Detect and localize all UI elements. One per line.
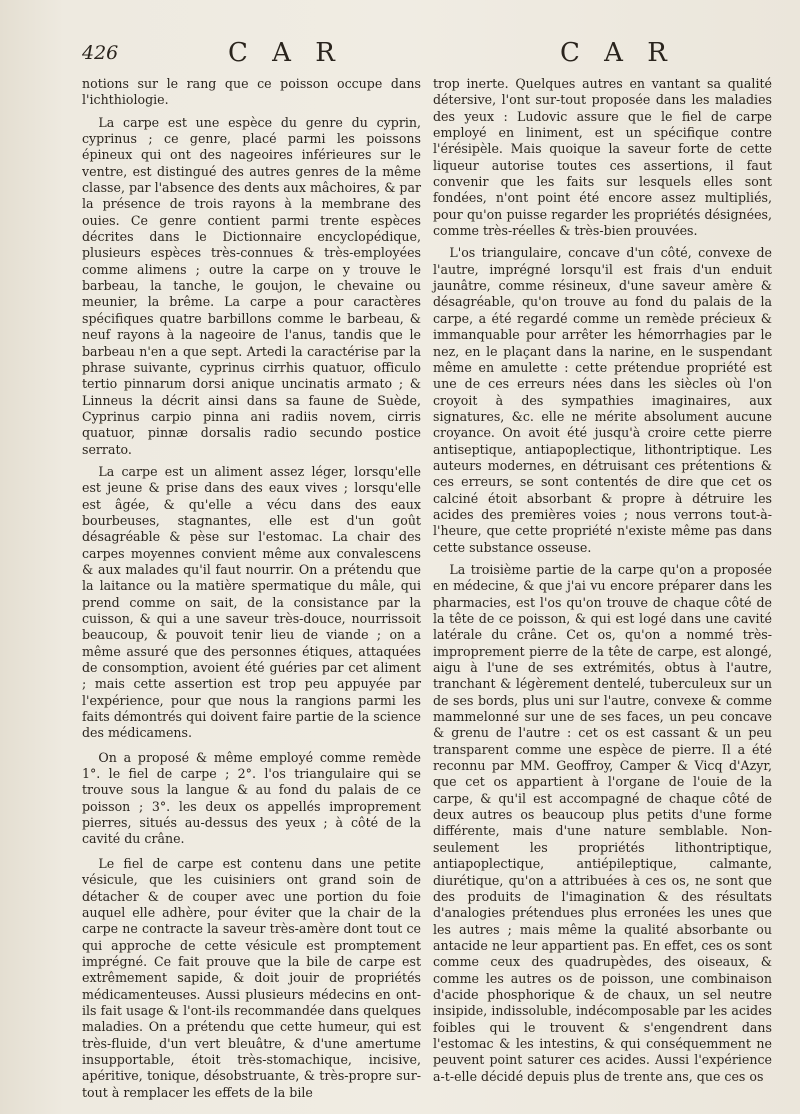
page-header [82,38,772,68]
paragraph: trop inerte. Quelques autres en vantant sa qualité détersive, l'ont sur-tout proposée dans les maladies des yeux : Ludovic assure que le fiel de carpe employé en liniment, est un spécifique contre l'érésipèle. Mais quoique la saveur forte de cette liqueur autorise toutes ces assertions, il faut convenir que les faits sur lesquels elles sont fondées, n'ont point été encore assez multipliés, pour qu'on puisse regarder les propriétés désignées, comme très-réelles & très-bien prouvées. [433,76,772,239]
paragraph: Le fiel de carpe est contenu dans une petite vésicule, que les cuisiniers ont grand soin de détacher & de couper avec une portion du foie auquel elle adhère, pour éviter que la chair de la carpe ne contracte la saveur très-amère dont tout ce qui approche de cette vésicule est promptement imprégné. Ce fait prouve que la bile de carpe est extrêmement sapide, & doit jouir de propriétés médicamenteuses. Aussi plusieurs médecins en ont-ils fait usage & l'ont-ils recommandée dans quelques maladies. On a prétendu que cette humeur, qui est très-fluide, d'un vert bleuâtre, & d'une amertume insupportable, étoit très-stomachique, incisive, apéritive, tonique, désobstruante, & très-propre sur-tout à remplacer les effets de la bile [82,855,421,1100]
right-column [433,76,772,1107]
page-number: 426 [82,42,119,64]
paragraph: L'os triangulaire, concave d'un côté, convexe de l'autre, imprégné lorsqu'il est frais d'un enduit jaunâtre, comme résineux, d'une saveur amère & désagréable, qu'on trouve au fond du palais de la carpe, a été regardé comme un remède précieux & immanquable pour arrêter les hémorrhagies par le nez, en le plaçant dans la narine, en le suspendant même en amulette : cette prétendue propriété est une de ces erreurs nées dans les siècles où l'on croyoit à des sympathies imaginaires, aux signatures, &c. elle ne mérite absolument aucune croyance. On avoit été jusqu'à croire cette pierre antiseptique, antiapoplectique, lithontriptique. Les auteurs modernes, en détruisant ces prétentions & ces erreurs, se sont contentés de dire que cet os calciné étoit absorbant & propre à détruire les acides des premières voies ; nous verrons tout-à-l'heure, que cette propriété n'existe même pas dans cette substance osseuse. [433,245,772,555]
paragraph: La troisième partie de la carpe qu'on a proposée en médecine, & que j'ai vu encore préparer dans les pharmacies, est l'os qu'on trouve de chaque côté de la tête de ce poisson, & qui est logé dans une cavité latérale du crâne. Cet os, qu'on a nommé très-improprement pierre de la tête de carpe, est alongé, aigu à l'une de ses extrémités, obtus à l'autre, tranchant & légèrement dentelé, tuberculeux sur un de ses bords, plus uni sur l'autre, convexe & comme mammelonné sur une de ses faces, un peu concave & grenu de l'autre : cet os est cassant & un peu transparent comme une espèce de pierre. Il a été reconnu par MM. Geoffroy, Camper & Vicq d'Azyr, que cet os appartient à l'organe de l'ouie de la carpe, & qu'il est accompagné de chaque côté de deux autres os beaucoup plus petits d'une forme différente, mais d'une nature semblable. Non-seulement les propriétés lithontriptique, antiapoplectique, antiépileptique, calmante, diurétique, qu'on a attribuées à ces os, ne sont que des produits de l'imagination & des résultats d'analogies prétendues plus erronées les unes que les autres ; mais même la qualité absorbante ou antacide ne leur appartient pas. En effet, ces os sont comme ceux des quadrupèdes, des oiseaux, & comme les autres os de poisson, une combinaison d'acide phosphorique & de chaux, un sel neutre insipide, indissoluble, indécomposable par les acides foibles qui le trouvent & s'engendrent dans l'estomac & les intestins, & qui conséquemment ne peuvent point saturer ces acides. Aussi l'expérience a-t-elle décidé depuis plus de trente ans, que ces os [433,561,772,1084]
paragraph: notions sur le rang que ce poisson occupe dans l'ichthiologie. [82,76,421,108]
running-head-left: C A R [228,38,343,68]
text-columns [82,76,772,1107]
running-head-right: C A R [560,38,675,68]
left-column [82,76,421,1107]
paragraph: La carpe est une espèce du genre du cyprin, cyprinus ; ce genre, placé parmi les poissons épineux qui ont des nageoires inférieures sur le ventre, est distingué des autres genres de la même classe, par l'absence des dents aux mâchoires, & par la présence de trois rayons à la membrane des ouies. Ce genre contient parmi trente espèces décrites dans le Dictionnaire encyclopédique, plusieurs espèces très-connues & très-employées comme alimens ; outre la carpe on y trouve le barbeau, la tanche, le goujon, le chevaine ou meunier, la brême. La carpe a pour caractères spécifiques quatre barbillons comme le barbeau, & neuf rayons à la nageoire de l'anus, tandis que le barbeau n'en a que sept. Artedi la caractérise par la phrase suivante, cyprinus cirrhis quatuor, officulo tertio pinnarum dorsi anique uncinatis armato ; & Linneus la décrit ainsi dans sa faune de Suède, Cyprinus carpio pinna ani radiis novem, cirris quatuor, pinnæ dorsalis radio secundo postice serrato. [82,114,421,457]
paragraph: On a proposé & même employé comme remède 1°. le fiel de carpe ; 2°. l'os triangulaire qui se trouve sous la langue & au fond du palais de ce poisson ; 3°. les deux os appellés improprement pierres, situés au-dessus des yeux ; à côté de la cavité du crâne. [82,749,421,847]
paragraph: La carpe est un aliment assez léger, lorsqu'elle est jeune & prise dans des eaux vives ; lorsqu'elle est âgée, & qu'elle a vécu dans des eaux bourbeuses, stagnantes, elle est d'un goût désagréable & pèse sur l'estomac. La chair des carpes moyennes convient même aux convalescens & aux malades qu'il faut nourrir. On a prétendu que la laitance ou la matière spermatique du mâle, qui prend comme on sait, de la consistance par la cuisson, & qui a une saveur très-douce, nourrissoit beaucoup, & pouvoit tenir lieu de viande ; on a même assuré que des personnes étiques, attaquées de consomption, avoient été guéries par cet aliment ; mais cette assertion est trop peu appuyée par l'expérience, pour que nous la rangions parmi les faits démontrés qui doivent faire partie de la science des médicamens. [82,463,421,741]
